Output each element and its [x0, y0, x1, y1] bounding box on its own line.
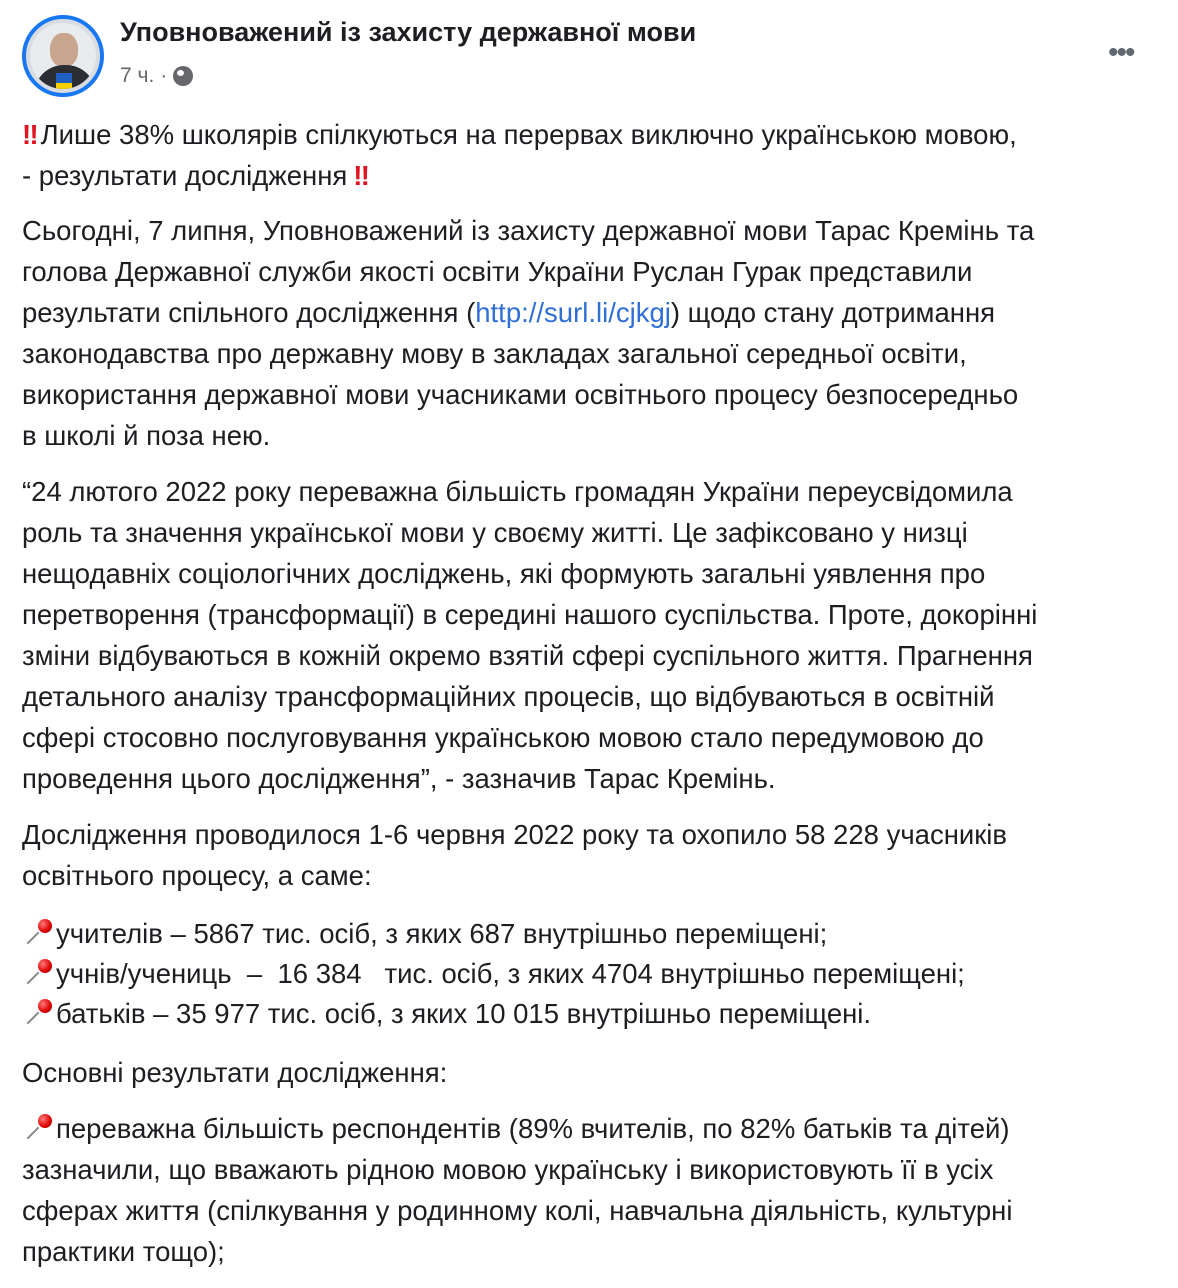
text-line: Дослідження проводилося 1-6 червня 2022 року та охопило 58 228 учасників — [22, 819, 1008, 850]
pushpin-icon — [22, 1112, 56, 1142]
pushpin-icon — [22, 957, 56, 987]
text-line: освітнього процесу, а саме: — [22, 860, 372, 891]
text-line: детального аналізу трансформаційних процесів, що відбуваються в освітній — [22, 681, 995, 712]
text-line: в школі й поза нею. — [22, 420, 271, 451]
text-line: результати спільного дослідження ( — [22, 297, 476, 328]
text-line: використання державної мови учасниками освітнього процесу безпосередньо — [22, 379, 1019, 410]
page-name-link[interactable]: Уповноважений із захисту державної мови — [120, 17, 697, 47]
list-item-text: батьків – 35 977 тис. осіб, з яких 10 015 внутрішньо переміщені. — [56, 998, 872, 1029]
text-line: зазначили, що вважають рідною мовою українську і використовують її в усіх — [22, 1154, 994, 1185]
text-line: Сьогодні, 7 липня, Уповноважений із захисту державної мови Тарас Кремінь та — [22, 215, 1035, 246]
text-line: Основні результати дослідження: — [22, 1057, 448, 1088]
pushpin-icon — [22, 917, 56, 947]
headline-line: - результати дослідження — [22, 160, 348, 191]
post-time[interactable]: 7 ч. — [120, 64, 155, 87]
page-avatar[interactable] — [22, 15, 104, 97]
text-line: “24 лютого 2022 року переважна більшість громадян України переусвідомила — [22, 476, 1013, 507]
headline-line: Лише 38% школярів спілкуються на перервах виключно українською мовою, — [40, 119, 1017, 150]
globe-icon[interactable] — [173, 66, 193, 86]
separator: · — [160, 64, 168, 87]
text-line: практики тощо); — [22, 1236, 225, 1267]
list-item-text: учителів – 5867 тис. осіб, з яких 687 внутрішньо переміщені; — [56, 918, 828, 949]
result-item — [22, 1108, 1037, 1272]
post-body — [22, 114, 1037, 1288]
text-line: роль та значення української мови у своєму житті. Це зафіксовано у низці — [22, 517, 968, 548]
text-line: нещодавніх соціологічних досліджень, які формують загальні уявлення про — [22, 558, 986, 589]
list-item — [22, 954, 1037, 994]
text-line: переважна більшість респондентів (89% вчителів, по 82% батьків та дітей) — [56, 1113, 1010, 1144]
double-exclamation-icon: ‼ — [353, 160, 366, 191]
text-line: ) щодо стану дотримання — [670, 297, 996, 328]
list-item — [22, 994, 1037, 1034]
text-line: сферах життя (спілкування у родинному колі, навчальна діяльність, культурні — [22, 1195, 1013, 1226]
double-exclamation-icon: ‼ — [22, 119, 35, 150]
quote-paragraph — [22, 471, 1037, 799]
post-meta — [120, 64, 193, 88]
text-line: законодавства про державну мову в закладах загальної середньої освіти, — [22, 338, 967, 369]
headline — [22, 114, 1037, 196]
results-heading — [22, 1052, 1037, 1093]
text-line: проведення цього дослідження”, - зазначив Тарас Кремінь. — [22, 763, 776, 794]
list-item — [22, 914, 1037, 954]
list-item-text: учнів/учениць – 16 384 тис. осіб, з яких 4704 внутрішньо переміщені; — [56, 958, 965, 989]
study-link[interactable]: http://surl.li/cjkgj — [475, 297, 671, 328]
study-paragraph — [22, 814, 1037, 896]
more-dots-icon[interactable]: ••• — [1108, 36, 1134, 69]
intro-paragraph — [22, 210, 1037, 456]
text-line: перетворення (трансформації) в середині нашого суспільства. Проте, докорінні — [22, 599, 1038, 630]
text-line: сфері стосовно послуговування українською мовою стало передумовою до — [22, 722, 984, 753]
text-line: голова Державної служби якості освіти України Руслан Гурак представили — [22, 256, 973, 287]
pushpin-icon — [22, 997, 56, 1027]
participants-list — [22, 914, 1037, 1034]
text-line: зміни відбуваються в кожній окремо взятій сфері суспільного життя. Прагнення — [22, 640, 1033, 671]
